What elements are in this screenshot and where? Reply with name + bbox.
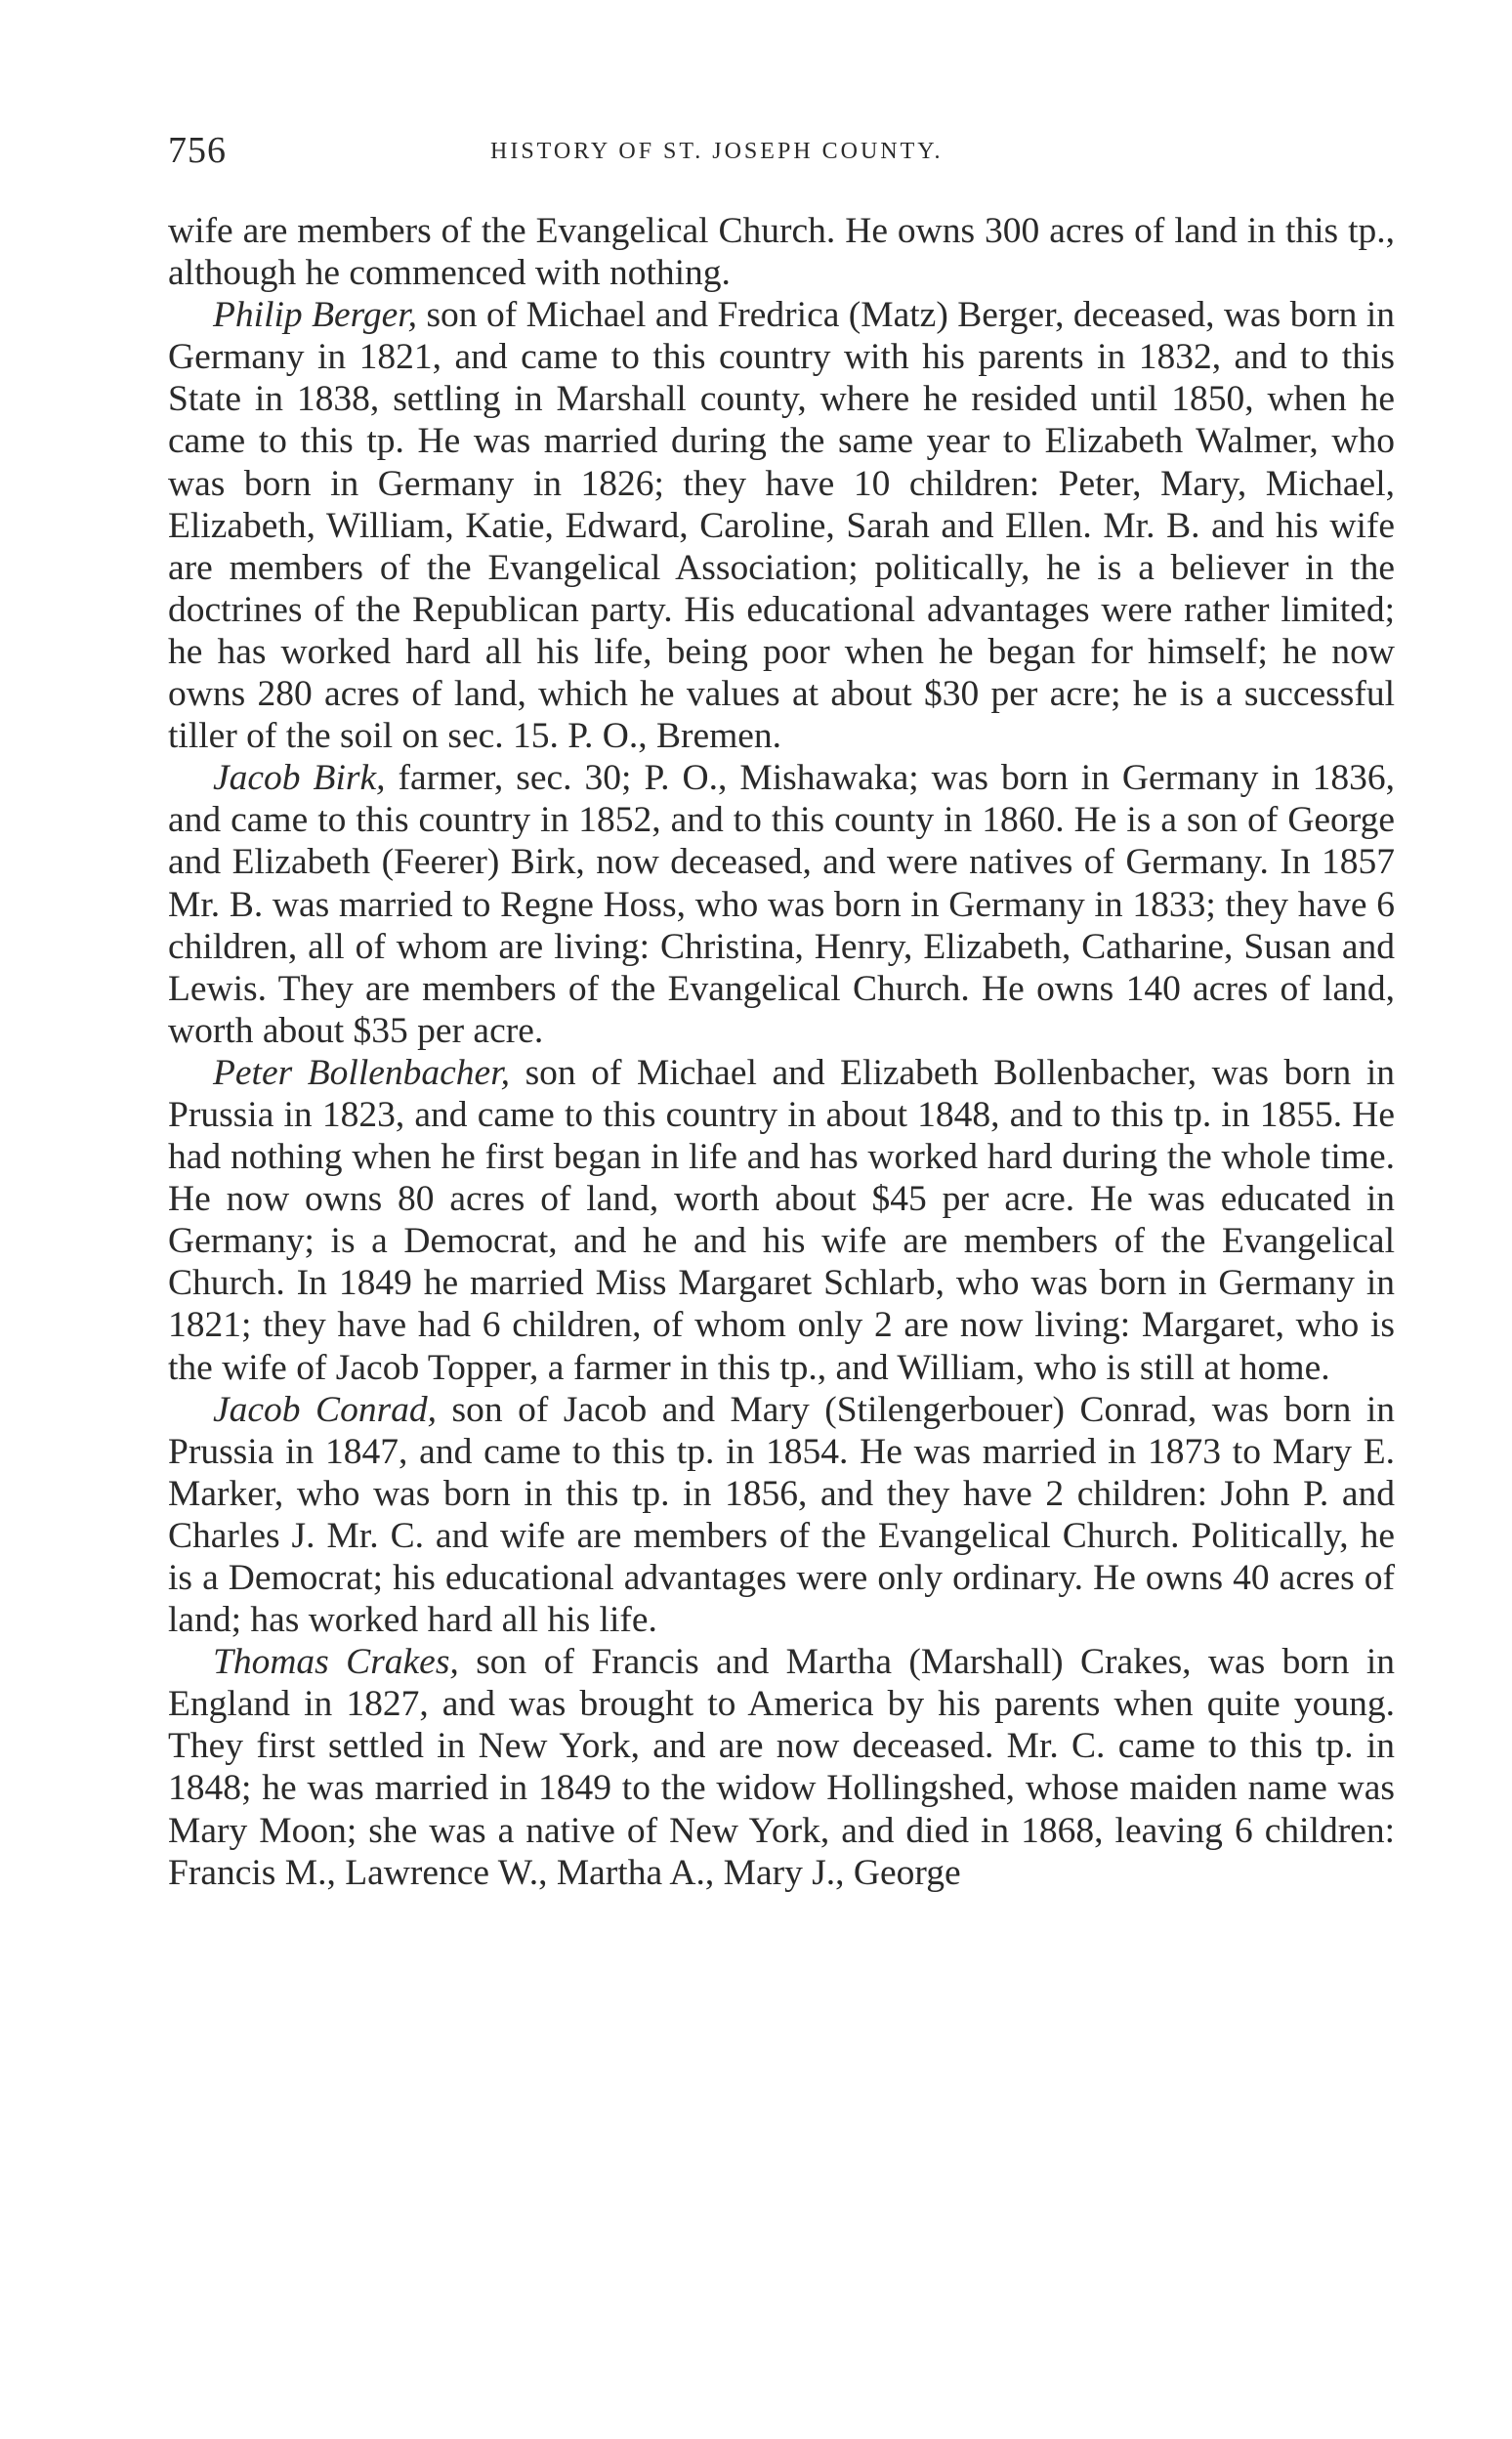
person-name: Jacob Conrad, <box>213 1389 438 1430</box>
person-name: Jacob Birk, <box>213 758 386 799</box>
running-title: HISTORY OF ST. JOSEPH COUNTY. <box>490 139 944 164</box>
paragraph-text: farmer, sec. 30; P. O., Mishawaka; was born in Germany in 1836, and came to this country in 1852, and to this county in 1860. He is a son of George and Elizabeth (Feerer) Birk, now deceased, and were natives of Germany. In 1857 Mr. B. was married to Regne Hoss, who was born in Germany in 1833; they have 6 children, all of whom are living: Christina, Henry, Elizabeth, Catharine, Susan and Lewis. They are members of the Evangelical Church. He owns 140 acres of land, worth about $35 per acre. <box>168 758 1395 1051</box>
page-number: 756 <box>168 130 227 171</box>
page-header <box>168 129 1395 178</box>
person-name: Philip Berger, <box>213 295 418 336</box>
biography-jacob-birk <box>168 757 1395 1052</box>
paragraph-text: wife are members of the Evangelical Church. He owns 300 acres of land in this tp., although he commenced with nothing. <box>168 211 1395 294</box>
biography-jacob-conrad <box>168 1389 1395 1642</box>
paragraph-text: son of Francis and Martha (Marshall) Crakes, was born in England in 1827, and was brought to America by his parents when quite young. They first settled in New York, and are now deceased. Mr. C. came to this tp. in 1848; he was married in 1849 to the widow Hollingshed, whose maiden name was Mary Moon; she was a native of New York, and died in 1868, leaving 6 children: Francis M., Lawrence W., Martha A., Mary J., George <box>168 1642 1395 1893</box>
biography-philip-berger <box>168 294 1395 757</box>
paragraph-text: son of Michael and Fredrica (Matz) Berger, deceased, was born in Germany in 1821, and came to this country with his parents in 1832, and to this State in 1838, settling in Marshall county, where he resided until 1850, when he came to this tp. He was married during the same year to Elizabeth Walmer, who was born in Germany in 1826; they have 10 children: Peter, Mary, Michael, Elizabeth, William, Katie, Edward, Caroline, Sarah and Ellen. Mr. B. and his wife are members of the Evangelical Association; politically, he is a believer in the doctrines of the Republican party. His educational advantages were rather limited; he has worked hard all his life, being poor when he began for himself; he now owns 280 acres of land, which he values at about $30 per acre; he is a successful tiller of the soil on sec. 15. P. O., Bremen. <box>168 295 1396 757</box>
paragraph-continuation <box>168 210 1395 294</box>
body-text <box>168 210 1395 1894</box>
paragraph-text: son of Jacob and Mary (Stilengerbouer) Conrad, was born in Prussia in 1847, and came to this tp. in 1854. He was married in 1873 to Mary E. Marker, who was born in this tp. in 1856, and they have 2 children: John P. and Charles J. Mr. C. and wife are members of the Evangelical Church. Politically, he is a Democrat; his educational advantages were only ordinary. He owns 40 acres of land; has worked hard all his life. <box>168 1389 1395 1641</box>
biography-peter-bollenbacher <box>168 1052 1395 1389</box>
biography-thomas-crakes <box>168 1641 1395 1894</box>
paragraph-text: son of Michael and Elizabeth Bollenbacher, was born in Prussia in 1823, and came to this country in about 1848, and to this tp. in 1855. He had nothing when he first began in life and has worked hard during the whole time. He now owns 80 acres of land, worth about $45 per acre. He was educated in Germany; is a Democrat, and he and his wife are members of the Evangelical Church. In 1849 he married Miss Margaret Schlarb, who was born in Germany in 1821; they have had 6 children, of whom only 2 are now living: Margaret, who is the wife of Jacob Topper, a farmer in this tp., and William, who is still at home. <box>168 1052 1395 1388</box>
person-name: Thomas Crakes, <box>213 1642 459 1683</box>
person-name: Peter Bollenbacher, <box>213 1052 511 1093</box>
